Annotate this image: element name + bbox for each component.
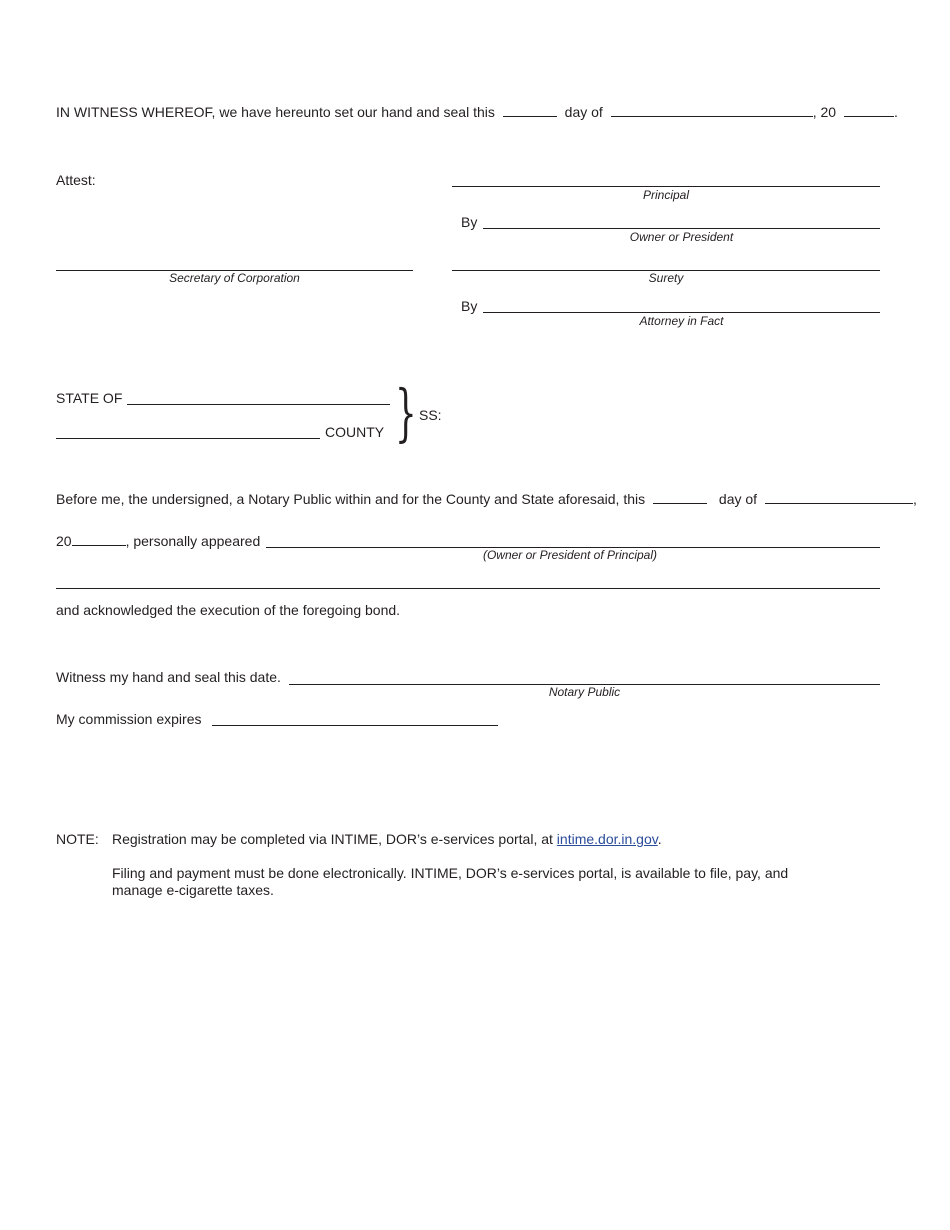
secretary-caption: Secretary of Corporation <box>169 271 300 285</box>
notary-statement <box>56 491 917 507</box>
witness-hand-text: Witness my hand and seal this date. <box>56 669 281 685</box>
note-line-2: Filing and payment must be done electronically. INTIME, DOR’s e-services portal, is available to file, pay, and <box>112 865 789 881</box>
notary-month-blank[interactable] <box>765 503 913 504</box>
year-blank[interactable] <box>844 116 894 117</box>
witness-statement <box>56 104 898 120</box>
day-blank[interactable] <box>503 116 557 117</box>
commission-blank[interactable] <box>212 725 498 726</box>
note-line-3: manage e-cigarette taxes. <box>112 882 274 898</box>
attorney-signature-line[interactable] <box>483 312 880 313</box>
notary-year-blank[interactable] <box>72 545 126 546</box>
state-of-label: STATE OF <box>56 390 123 406</box>
owner-president-caption: Owner or President <box>629 230 734 244</box>
personally-text: , personally appeared <box>125 533 261 549</box>
intime-link[interactable]: intime.dor.in.gov <box>556 831 658 847</box>
month-blank[interactable] <box>611 116 813 117</box>
ss-label: SS: <box>419 407 442 423</box>
state-blank[interactable] <box>127 404 390 405</box>
witness-text-1: IN WITNESS WHEREOF, we have hereunto set our hand and seal this <box>56 104 495 120</box>
by-label-1: By <box>461 214 478 230</box>
brace-glyph: } <box>395 376 417 449</box>
witness-text-2: day of <box>564 104 603 120</box>
twenty-text: 20 <box>56 533 72 549</box>
commission-text: My commission expires <box>56 711 202 727</box>
comma-text: , <box>912 491 917 507</box>
surety-caption: Surety <box>648 271 684 285</box>
owner-signature-line[interactable] <box>483 228 880 229</box>
day-of-text: day of <box>718 491 758 507</box>
note-label: NOTE: <box>56 831 99 847</box>
by-label-2: By <box>461 298 478 314</box>
before-me-text: Before me, the undersigned, a Notary Public within and for the County and State aforesaid, this <box>56 491 646 507</box>
additional-name-line[interactable] <box>56 588 880 589</box>
owner-principal-caption-text: (Owner or President of Principal) <box>482 548 658 562</box>
principal-signature-line[interactable] <box>452 186 880 187</box>
witness-text-3: , 20 <box>812 104 837 120</box>
county-blank[interactable] <box>56 438 320 439</box>
note-line-1 <box>112 831 662 847</box>
notary-public-caption: Notary Public <box>548 685 621 699</box>
notary-day-blank[interactable] <box>653 503 707 504</box>
witness-end: . <box>893 104 898 120</box>
note-period: . <box>657 831 662 847</box>
principal-caption: Principal <box>642 188 690 202</box>
year-row <box>56 533 260 549</box>
note-registration-text: Registration may be completed via INTIME, DOR’s e-services portal, at <box>112 831 553 847</box>
acknowledged-text: and acknowledged the execution of the foregoing bond. <box>56 602 401 618</box>
attorney-caption: Attorney in Fact <box>639 314 724 328</box>
attest-label: Attest: <box>56 172 96 188</box>
owner-president-principal-caption <box>266 548 880 562</box>
county-label: COUNTY <box>325 424 385 440</box>
